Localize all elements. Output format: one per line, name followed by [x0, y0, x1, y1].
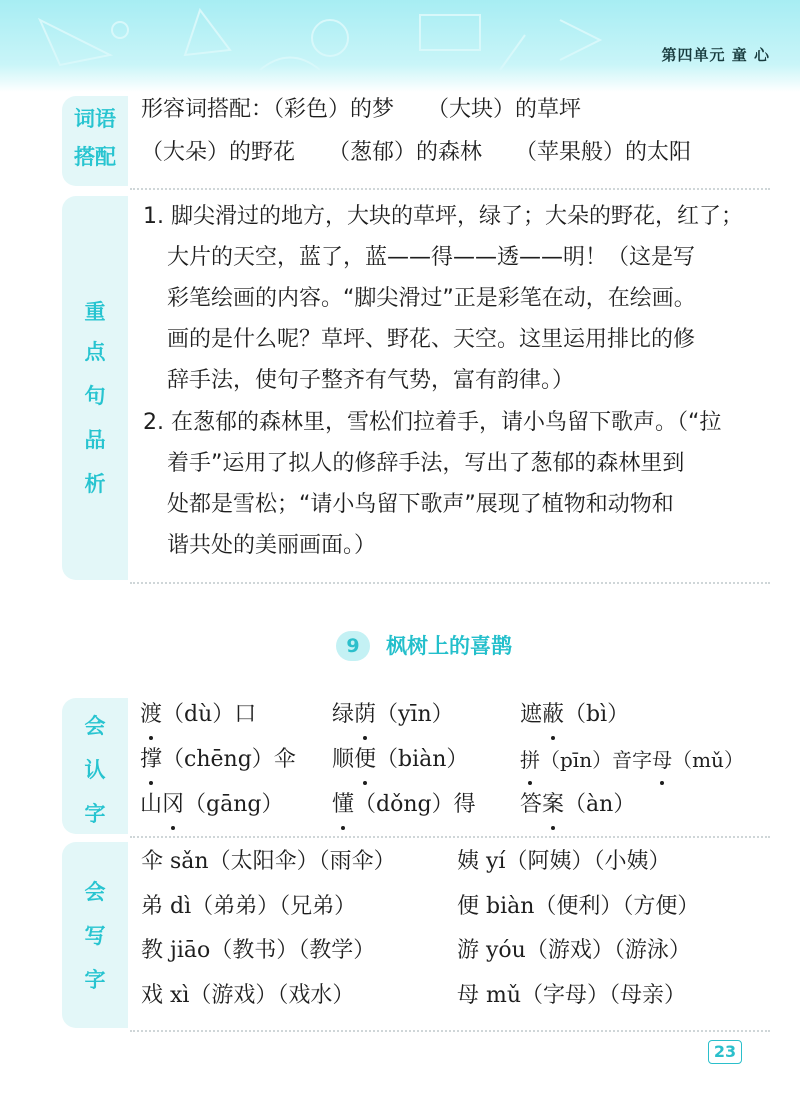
lesson-number-badge: 9	[336, 631, 370, 661]
key-sentence-line: 2. 在葱郁的森林里，雪松们拉着手，请小鸟留下歌声。（“拉	[143, 410, 722, 435]
tab-label: 句	[84, 384, 106, 408]
tab-label: 品	[84, 428, 106, 452]
write-item: 弟 dì（弟弟）（兄弟）	[141, 894, 357, 919]
recognize-item: 渡（dù）口	[140, 695, 256, 735]
recognize-item: 懂（dǒng）得	[332, 785, 476, 825]
tab-label: 认	[84, 758, 106, 782]
key-sentence-line: 谐共处的美丽画面。）	[167, 533, 377, 558]
write-item: 戏 xì（游戏）（戏水）	[141, 983, 355, 1008]
page-number: 23	[708, 1040, 742, 1064]
tab-label: 搭配	[74, 145, 116, 169]
recognize-item: 绿荫（yīn）	[332, 695, 454, 735]
lesson-title: 枫树上的喜鹊	[386, 634, 512, 658]
recognize-item: 山冈（gāng）	[140, 785, 283, 825]
dotted-character: 懂	[332, 785, 354, 825]
section-divider	[130, 188, 770, 190]
tab-label: 词语	[74, 107, 116, 131]
tab-label: 析	[84, 472, 106, 496]
dotted-character: 渡	[140, 695, 162, 735]
recognize-item: 撑（chēng）伞	[140, 740, 296, 780]
write-item: 伞 sǎn（太阳伞）（雨伞）	[141, 849, 396, 874]
tab-label: 会	[84, 880, 106, 904]
key-sentence-line: 彩笔绘画的内容。“脚尖滑过”正是彩笔在动，在绘画。	[167, 286, 696, 311]
recognize-item: 拼（pīn）音字母（mǔ）	[520, 740, 744, 780]
dotted-character: 案	[542, 785, 564, 825]
recognize-item: 答案（àn）	[520, 785, 635, 825]
write-item: 便 biàn（便利）（方便）	[457, 894, 700, 919]
tab-label: 重	[84, 300, 106, 324]
write-item: 姨 yí（阿姨）（小姨）	[457, 849, 671, 874]
section-divider	[130, 1030, 770, 1032]
tab-label: 字	[84, 968, 106, 992]
dotted-character: 母	[652, 740, 672, 780]
recognize-item: 遮蔽（bì）	[520, 695, 629, 735]
word-matching-tab	[62, 96, 128, 186]
unit-title: 第四单元 童 心	[661, 46, 770, 64]
header-band	[0, 0, 800, 92]
tab-label: 会	[84, 714, 106, 738]
key-sentence-line: 画的是什么呢？草坪、野花、天空。这里运用排比的修	[167, 327, 696, 352]
tab-label: 写	[84, 924, 106, 948]
tab-label: 字	[84, 802, 106, 826]
word-matching-line: 形容词搭配：（彩色）的梦 （大块）的草坪	[141, 97, 582, 122]
dotted-character: 荫	[354, 695, 376, 735]
write-tab	[62, 842, 128, 1028]
recognize-tab	[62, 698, 128, 834]
key-sentence-line: 处都是雪松；“请小鸟留下歌声”展现了植物和动物和	[167, 492, 674, 517]
dotted-character: 拼	[520, 740, 540, 780]
section-divider	[130, 582, 770, 584]
key-sentence-line: 辞手法，使句子整齐有气势，富有韵律。）	[167, 368, 575, 393]
dotted-character: 便	[354, 740, 376, 780]
write-item: 母 mǔ（字母）（母亲）	[457, 983, 687, 1008]
key-sentence-line: 大片的天空，蓝了，蓝——得——透——明！（这是写	[167, 245, 696, 270]
key-sentences-tab	[62, 196, 128, 580]
key-sentence-line: 着手”运用了拟人的修辞手法，写出了葱郁的森林里到	[167, 451, 685, 476]
tab-label: 点	[84, 340, 106, 364]
section-divider	[130, 836, 770, 838]
write-item: 教 jiāo（教书）（教学）	[141, 938, 376, 963]
word-matching-line: （大朵）的野花 （葱郁）的森林 （苹果般）的太阳	[141, 140, 692, 165]
dotted-character: 冈	[162, 785, 184, 825]
dotted-character: 蔽	[542, 695, 564, 735]
key-sentence-line: 1. 脚尖滑过的地方，大块的草坪，绿了；大朵的野花，红了；	[143, 204, 743, 229]
write-item: 游 yóu（游戏）（游泳）	[457, 938, 691, 963]
recognize-item: 顺便（biàn）	[332, 740, 468, 780]
dotted-character: 撑	[140, 740, 162, 780]
